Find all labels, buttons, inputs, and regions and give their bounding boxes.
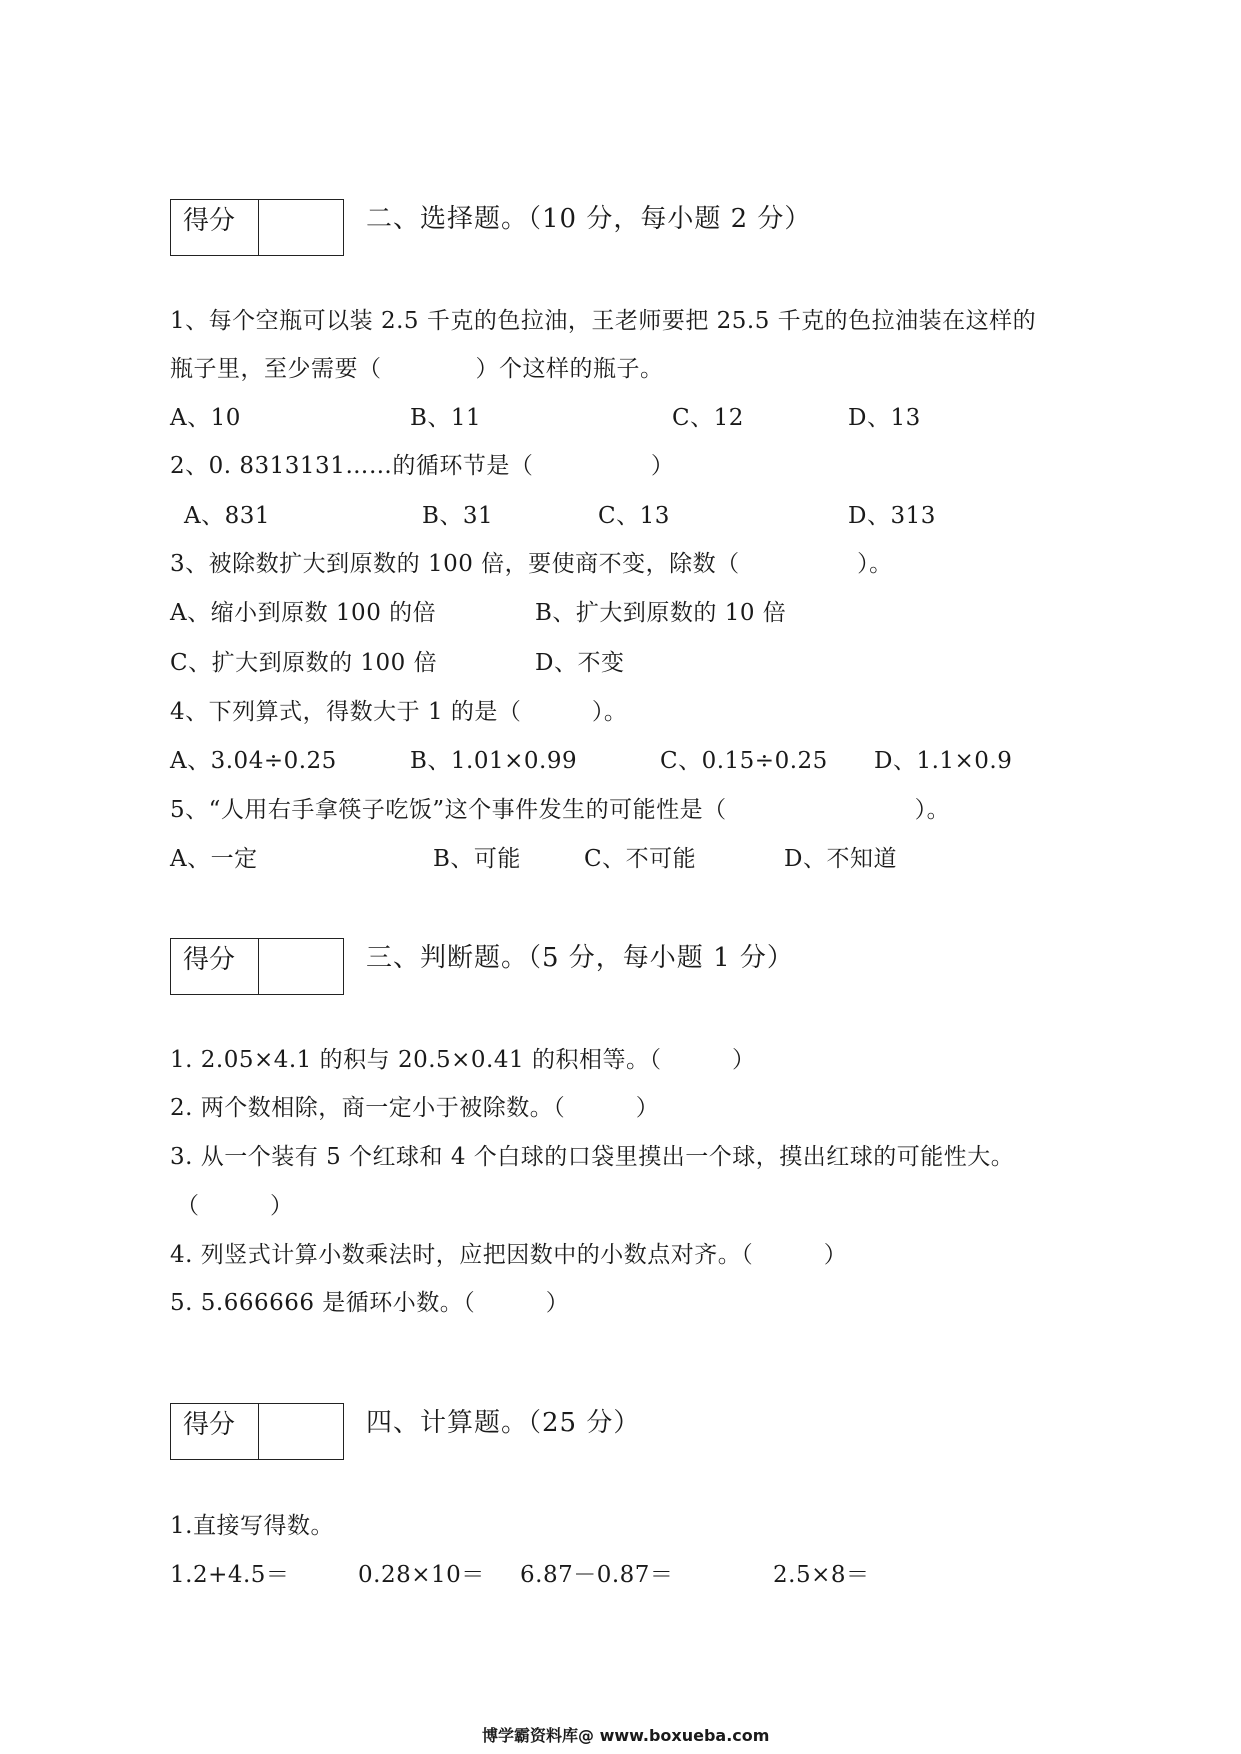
score-box-section-4 bbox=[170, 1403, 344, 1460]
calc-expr-2: 0.28×10＝ bbox=[358, 1562, 485, 1588]
q2-text: 2、0. 8313131……的循环节是（ ） bbox=[170, 453, 675, 479]
section-2-title: 二、选择题。（10 分，每小题 2 分） bbox=[366, 204, 812, 234]
score-blank[interactable] bbox=[259, 939, 343, 994]
q4-text: 4、下列算式，得数大于 1 的是（ ）。 bbox=[170, 699, 628, 725]
footer-watermark: 博学霸资料库@ www.boxueba.com bbox=[482, 1726, 770, 1745]
q5-text: 5、“人用右手拿筷子吃饭”这个事件发生的可能性是（ ）。 bbox=[170, 797, 951, 823]
q4-option-c: C、0.15÷0.25 bbox=[660, 748, 828, 774]
q3-option-b: B、扩大到原数的 10 倍 bbox=[535, 600, 787, 626]
judge-item-1: 1. 2.05×4.1 的积与 20.5×0.41 的积相等。（ ） bbox=[170, 1047, 756, 1073]
q3-option-a: A、缩小到原数 100 的倍 bbox=[170, 600, 437, 626]
q5-option-b: B、可能 bbox=[433, 846, 521, 872]
calc-expr-4: 2.5×8＝ bbox=[773, 1562, 870, 1588]
q4-option-b: B、1.01×0.99 bbox=[410, 748, 578, 774]
q1-option-b: B、11 bbox=[410, 405, 482, 431]
q4-option-a: A、3.04÷0.25 bbox=[170, 748, 337, 774]
q5-option-d: D、不知道 bbox=[784, 846, 897, 872]
q1-option-a: A、10 bbox=[170, 405, 241, 431]
judge-item-4: 4. 列竖式计算小数乘法时，应把因数中的小数点对齐。（ ） bbox=[170, 1242, 848, 1268]
q3-option-c: C、扩大到原数的 100 倍 bbox=[170, 650, 438, 676]
judge-item-3: 3. 从一个装有 5 个红球和 4 个白球的口袋里摸出一个球，摸出红球的可能性大。 bbox=[170, 1144, 1015, 1170]
score-blank[interactable] bbox=[259, 200, 343, 255]
q2-option-d: D、313 bbox=[848, 503, 936, 529]
q1-line-1: 1、每个空瓶可以装 2.5 千克的色拉油，王老师要把 25.5 千克的色拉油装在这样的 bbox=[170, 308, 1037, 334]
score-box-section-2 bbox=[170, 199, 344, 256]
q3-option-d: D、不变 bbox=[535, 650, 625, 676]
calc-expr-1: 1.2+4.5＝ bbox=[170, 1562, 290, 1588]
q1-line-2: 瓶子里，至少需要（ ）个这样的瓶子。 bbox=[170, 356, 664, 382]
judge-item-2: 2. 两个数相除，商一定小于被除数。（ ） bbox=[170, 1095, 660, 1121]
score-label: 得分 bbox=[171, 939, 259, 994]
q2-option-c: C、13 bbox=[598, 503, 670, 529]
q4-option-d: D、1.1×0.9 bbox=[874, 748, 1013, 774]
judge-item-5: 5. 5.666666 是循环小数。（ ） bbox=[170, 1290, 570, 1316]
score-label: 得分 bbox=[171, 200, 259, 255]
q1-option-d: D、13 bbox=[848, 405, 921, 431]
q5-option-a: A、一定 bbox=[170, 846, 258, 872]
q3-text: 3、被除数扩大到原数的 100 倍，要使商不变，除数（ ）。 bbox=[170, 551, 893, 577]
score-blank[interactable] bbox=[259, 1404, 343, 1459]
q2-option-b: B、31 bbox=[422, 503, 494, 529]
judge-item-3-bracket: （ ） bbox=[176, 1193, 294, 1219]
section-4-title: 四、计算题。（25 分） bbox=[366, 1408, 641, 1438]
score-box-section-3 bbox=[170, 938, 344, 995]
q5-option-c: C、不可能 bbox=[584, 846, 697, 872]
q1-option-c: C、12 bbox=[672, 405, 744, 431]
section-3-title: 三、判断题。（5 分，每小题 1 分） bbox=[366, 943, 794, 973]
q2-option-a: A、831 bbox=[184, 503, 271, 529]
calc-sub-1-title: 1.直接写得数。 bbox=[170, 1513, 334, 1539]
calc-expr-3: 6.87－0.87＝ bbox=[520, 1562, 674, 1588]
score-label: 得分 bbox=[171, 1404, 259, 1459]
